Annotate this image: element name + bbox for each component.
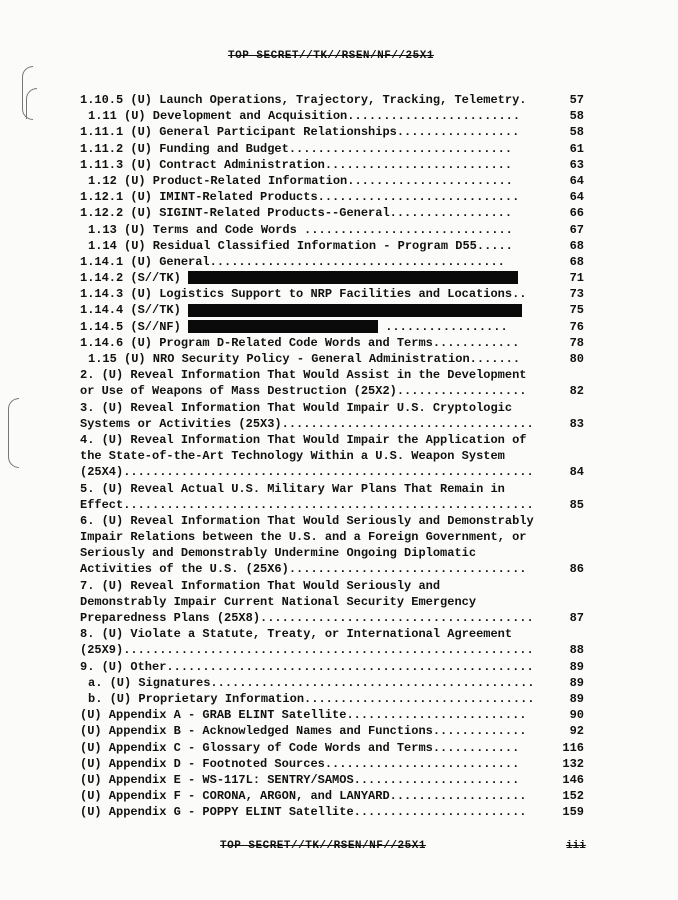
- toc-entry-text: 7. (U) Reveal Information That Would Seriously and: [80, 578, 441, 593]
- toc-page-number: 86: [569, 562, 584, 577]
- toc-page-number: 92: [569, 724, 584, 739]
- toc-page-number: 63: [569, 157, 584, 172]
- toc-page-number: 89: [569, 659, 584, 674]
- toc-entry-text: Preparedness Plans (25X8)......................................: [80, 611, 534, 625]
- toc-entry-text: 6. (U) Reveal Information That Would Seriously and Demonstrably: [80, 513, 534, 528]
- toc-entry: [80, 594, 584, 610]
- toc-page-number: 132: [562, 756, 584, 771]
- toc-page-number: 88: [569, 643, 584, 658]
- toc-page-number: 89: [569, 675, 584, 690]
- toc-entry-text: Systems or Activities (25X3)...................................: [80, 416, 534, 431]
- toc-entry: [80, 788, 584, 804]
- toc-entry: [80, 141, 584, 157]
- toc-entry: [80, 432, 584, 448]
- toc-entry-text: 1.14.3 (U) Logistics Support to NRP Facilities and Locations..: [80, 287, 527, 302]
- toc-entry: [80, 124, 584, 140]
- toc-entry: [80, 642, 584, 658]
- toc-entry: [80, 92, 584, 108]
- toc-entry: [80, 772, 584, 788]
- toc-entry: [80, 400, 584, 416]
- toc-entry-text: (U) Appendix E - WS-117L: SENTRY/SAMOS.......................: [80, 772, 520, 787]
- toc-entry-text: b. (U) Proprietary Information................................: [88, 691, 535, 706]
- toc-entry: [80, 481, 584, 497]
- toc-entry: [80, 351, 584, 367]
- toc-page-number: 64: [569, 173, 584, 188]
- toc-entry: [80, 691, 584, 707]
- redaction-block: [188, 304, 522, 317]
- toc-entry-text: 2. (U) Reveal Information That Would Assist in the Development: [80, 368, 527, 383]
- toc-entry-text: (U) Appendix G - POPPY ELINT Satellite........................: [80, 805, 527, 820]
- table-of-contents: [80, 92, 584, 820]
- toc-entry: [80, 383, 584, 399]
- footer-classification-banner: TOP SECRET//TK//RSEN/NF//25X1: [220, 840, 426, 852]
- toc-entry-text: 1.11.1 (U) General Participant Relationships.................: [80, 125, 520, 140]
- toc-page-number: 84: [569, 465, 584, 480]
- toc-entry-text: 1.12.2 (U) SIGINT-Related Products--General.................: [80, 206, 513, 221]
- toc-entry: [80, 270, 584, 286]
- redaction-block: [188, 271, 518, 284]
- toc-entry: [80, 205, 584, 221]
- toc-page-number: 159: [562, 805, 584, 820]
- toc-entry-text: 1.13 (U) Terms and Code Words .............................: [88, 222, 513, 237]
- toc-entry: [80, 286, 584, 302]
- toc-page-number: 78: [569, 335, 584, 350]
- toc-entry: [80, 319, 584, 335]
- toc-entry: [80, 302, 584, 318]
- toc-page-number: 64: [569, 190, 584, 205]
- toc-entry: [80, 740, 584, 756]
- toc-page-number: 152: [562, 789, 584, 804]
- margin-bracket-mark: [8, 398, 19, 468]
- toc-entry-text: 9. (U) Other...................................................: [80, 659, 534, 674]
- toc-entry-text: 1.15 (U) NRO Security Policy - General Administration.......: [88, 352, 521, 366]
- toc-entry-text: (25X9).........................................................: [80, 643, 534, 658]
- toc-entry-text: 3. (U) Reveal Information That Would Impair U.S. Cryptologic: [80, 400, 513, 415]
- toc-page-number: 90: [569, 708, 584, 723]
- toc-entry: [80, 545, 584, 561]
- toc-entry-text: (U) Appendix F - CORONA, ARGON, and LANYARD...................: [80, 789, 527, 804]
- toc-entry-text: (25X4).........................................................: [80, 465, 534, 480]
- toc-entry-text: 1.10.5 (U) Launch Operations, Trajectory, Tracking, Telemetry.: [80, 93, 527, 107]
- toc-entry-text: 1.14 (U) Residual Classified Information - Program D55.....: [88, 238, 513, 253]
- toc-entry: [80, 659, 584, 675]
- toc-entry: [80, 189, 584, 205]
- toc-entry: [80, 367, 584, 383]
- toc-page-number: 61: [569, 141, 584, 156]
- toc-entry: [80, 157, 584, 173]
- toc-page-number: 82: [569, 384, 584, 399]
- toc-entry: [80, 707, 584, 723]
- toc-entry-text: 1.14.2 (S//TK): [80, 271, 181, 286]
- toc-entry: [80, 335, 584, 351]
- toc-entry-text: 1.14.5 (S//NF): [80, 319, 181, 334]
- toc-entry-text: a. (U) Signatures.............................................: [88, 675, 535, 690]
- redaction-block: [188, 320, 378, 333]
- toc-entry: [80, 464, 584, 480]
- toc-entry: [80, 626, 584, 642]
- toc-entry: [80, 610, 584, 626]
- toc-entry: [80, 529, 584, 545]
- toc-page-number: 58: [569, 109, 584, 124]
- page-number: iii: [566, 840, 586, 852]
- toc-entry-text: (U) Appendix B - Acknowledged Names and Functions.............: [80, 724, 527, 739]
- toc-entry: [80, 416, 584, 432]
- toc-page-number: 85: [569, 497, 584, 512]
- toc-entry-text: 1.11 (U) Development and Acquisition........................: [88, 109, 521, 124]
- toc-entry-text: Demonstrably Impair Current National Security Emergency: [80, 594, 477, 609]
- toc-entry-text: Impair Relations between the U.S. and a Foreign Government, or: [80, 530, 527, 545]
- toc-entry: [80, 675, 584, 691]
- toc-entry: [80, 561, 584, 577]
- toc-page-number: 76: [569, 319, 584, 334]
- toc-page-number: 89: [569, 691, 584, 706]
- toc-entry-text: (U) Appendix A - GRAB ELINT Satellite.........................: [80, 708, 527, 723]
- toc-entry: [80, 254, 584, 270]
- toc-entry: [80, 578, 584, 594]
- toc-entry-text: 1.11.3 (U) Contract Administration..........................: [80, 157, 513, 172]
- toc-entry-text: 1.11.2 (U) Funding and Budget...............................: [80, 141, 513, 156]
- toc-page-number: 66: [569, 206, 584, 221]
- toc-entry: [80, 723, 584, 739]
- toc-entry: [80, 448, 584, 464]
- toc-page-number: 80: [569, 352, 584, 366]
- header-classification-banner: TOP SECRET//TK//RSEN/NF//25X1: [228, 50, 434, 62]
- toc-entry-leader: .................: [378, 319, 508, 334]
- toc-page-number: 71: [569, 271, 584, 286]
- toc-page-number: 146: [562, 772, 584, 787]
- toc-entry: [80, 497, 584, 513]
- toc-entry-text: 1.12 (U) Product-Related Information.......................: [88, 173, 513, 188]
- toc-page-number: 83: [569, 416, 584, 431]
- toc-entry: [80, 804, 584, 820]
- toc-entry-text: (U) Appendix D - Footnoted Sources...........................: [80, 756, 520, 771]
- toc-entry-text: 8. (U) Violate a Statute, Treaty, or International Agreement: [80, 627, 513, 642]
- toc-page-number: 75: [569, 303, 584, 318]
- toc-entry: [80, 756, 584, 772]
- toc-entry-text: 1.14.6 (U) Program D-Related Code Words and Terms............: [80, 335, 520, 350]
- toc-page-number: 68: [569, 238, 584, 253]
- toc-entry: [80, 222, 584, 238]
- toc-page-number: 57: [569, 93, 584, 107]
- margin-bracket-mark: [26, 88, 37, 119]
- toc-entry-text: 1.14.1 (U) General.........................................: [80, 254, 505, 269]
- toc-entry: [80, 513, 584, 529]
- toc-entry-text: Activities of the U.S. (25X6).................................: [80, 562, 527, 577]
- toc-entry-text: 4. (U) Reveal Information That Would Impair the Application of: [80, 432, 527, 447]
- toc-entry: [80, 173, 584, 189]
- toc-entry-text: 5. (U) Reveal Actual U.S. Military War Plans That Remain in: [80, 481, 505, 496]
- toc-entry-text: Seriously and Demonstrably Undermine Ongoing Diplomatic: [80, 546, 477, 561]
- toc-entry: [80, 108, 584, 124]
- toc-entry-text: the State-of-the-Art Technology Within a U.S. Weapon System: [80, 449, 505, 464]
- toc-entry-text: 1.14.4 (S//TK): [80, 303, 181, 318]
- toc-entry-text: (U) Appendix C - Glossary of Code Words and Terms............: [80, 740, 520, 755]
- toc-page-number: 73: [569, 287, 584, 302]
- toc-page-number: 68: [569, 254, 584, 269]
- toc-entry-text: Effect.........................................................: [80, 497, 534, 512]
- toc-page-number: 58: [569, 125, 584, 140]
- toc-page-number: 87: [569, 611, 584, 625]
- toc-page-number: 116: [562, 740, 584, 755]
- toc-entry-text: or Use of Weapons of Mass Destruction (25X2)..................: [80, 384, 527, 399]
- toc-entry: [80, 238, 584, 254]
- toc-page-number: 67: [569, 222, 584, 237]
- toc-entry-text: 1.12.1 (U) IMINT-Related Products............................: [80, 190, 520, 205]
